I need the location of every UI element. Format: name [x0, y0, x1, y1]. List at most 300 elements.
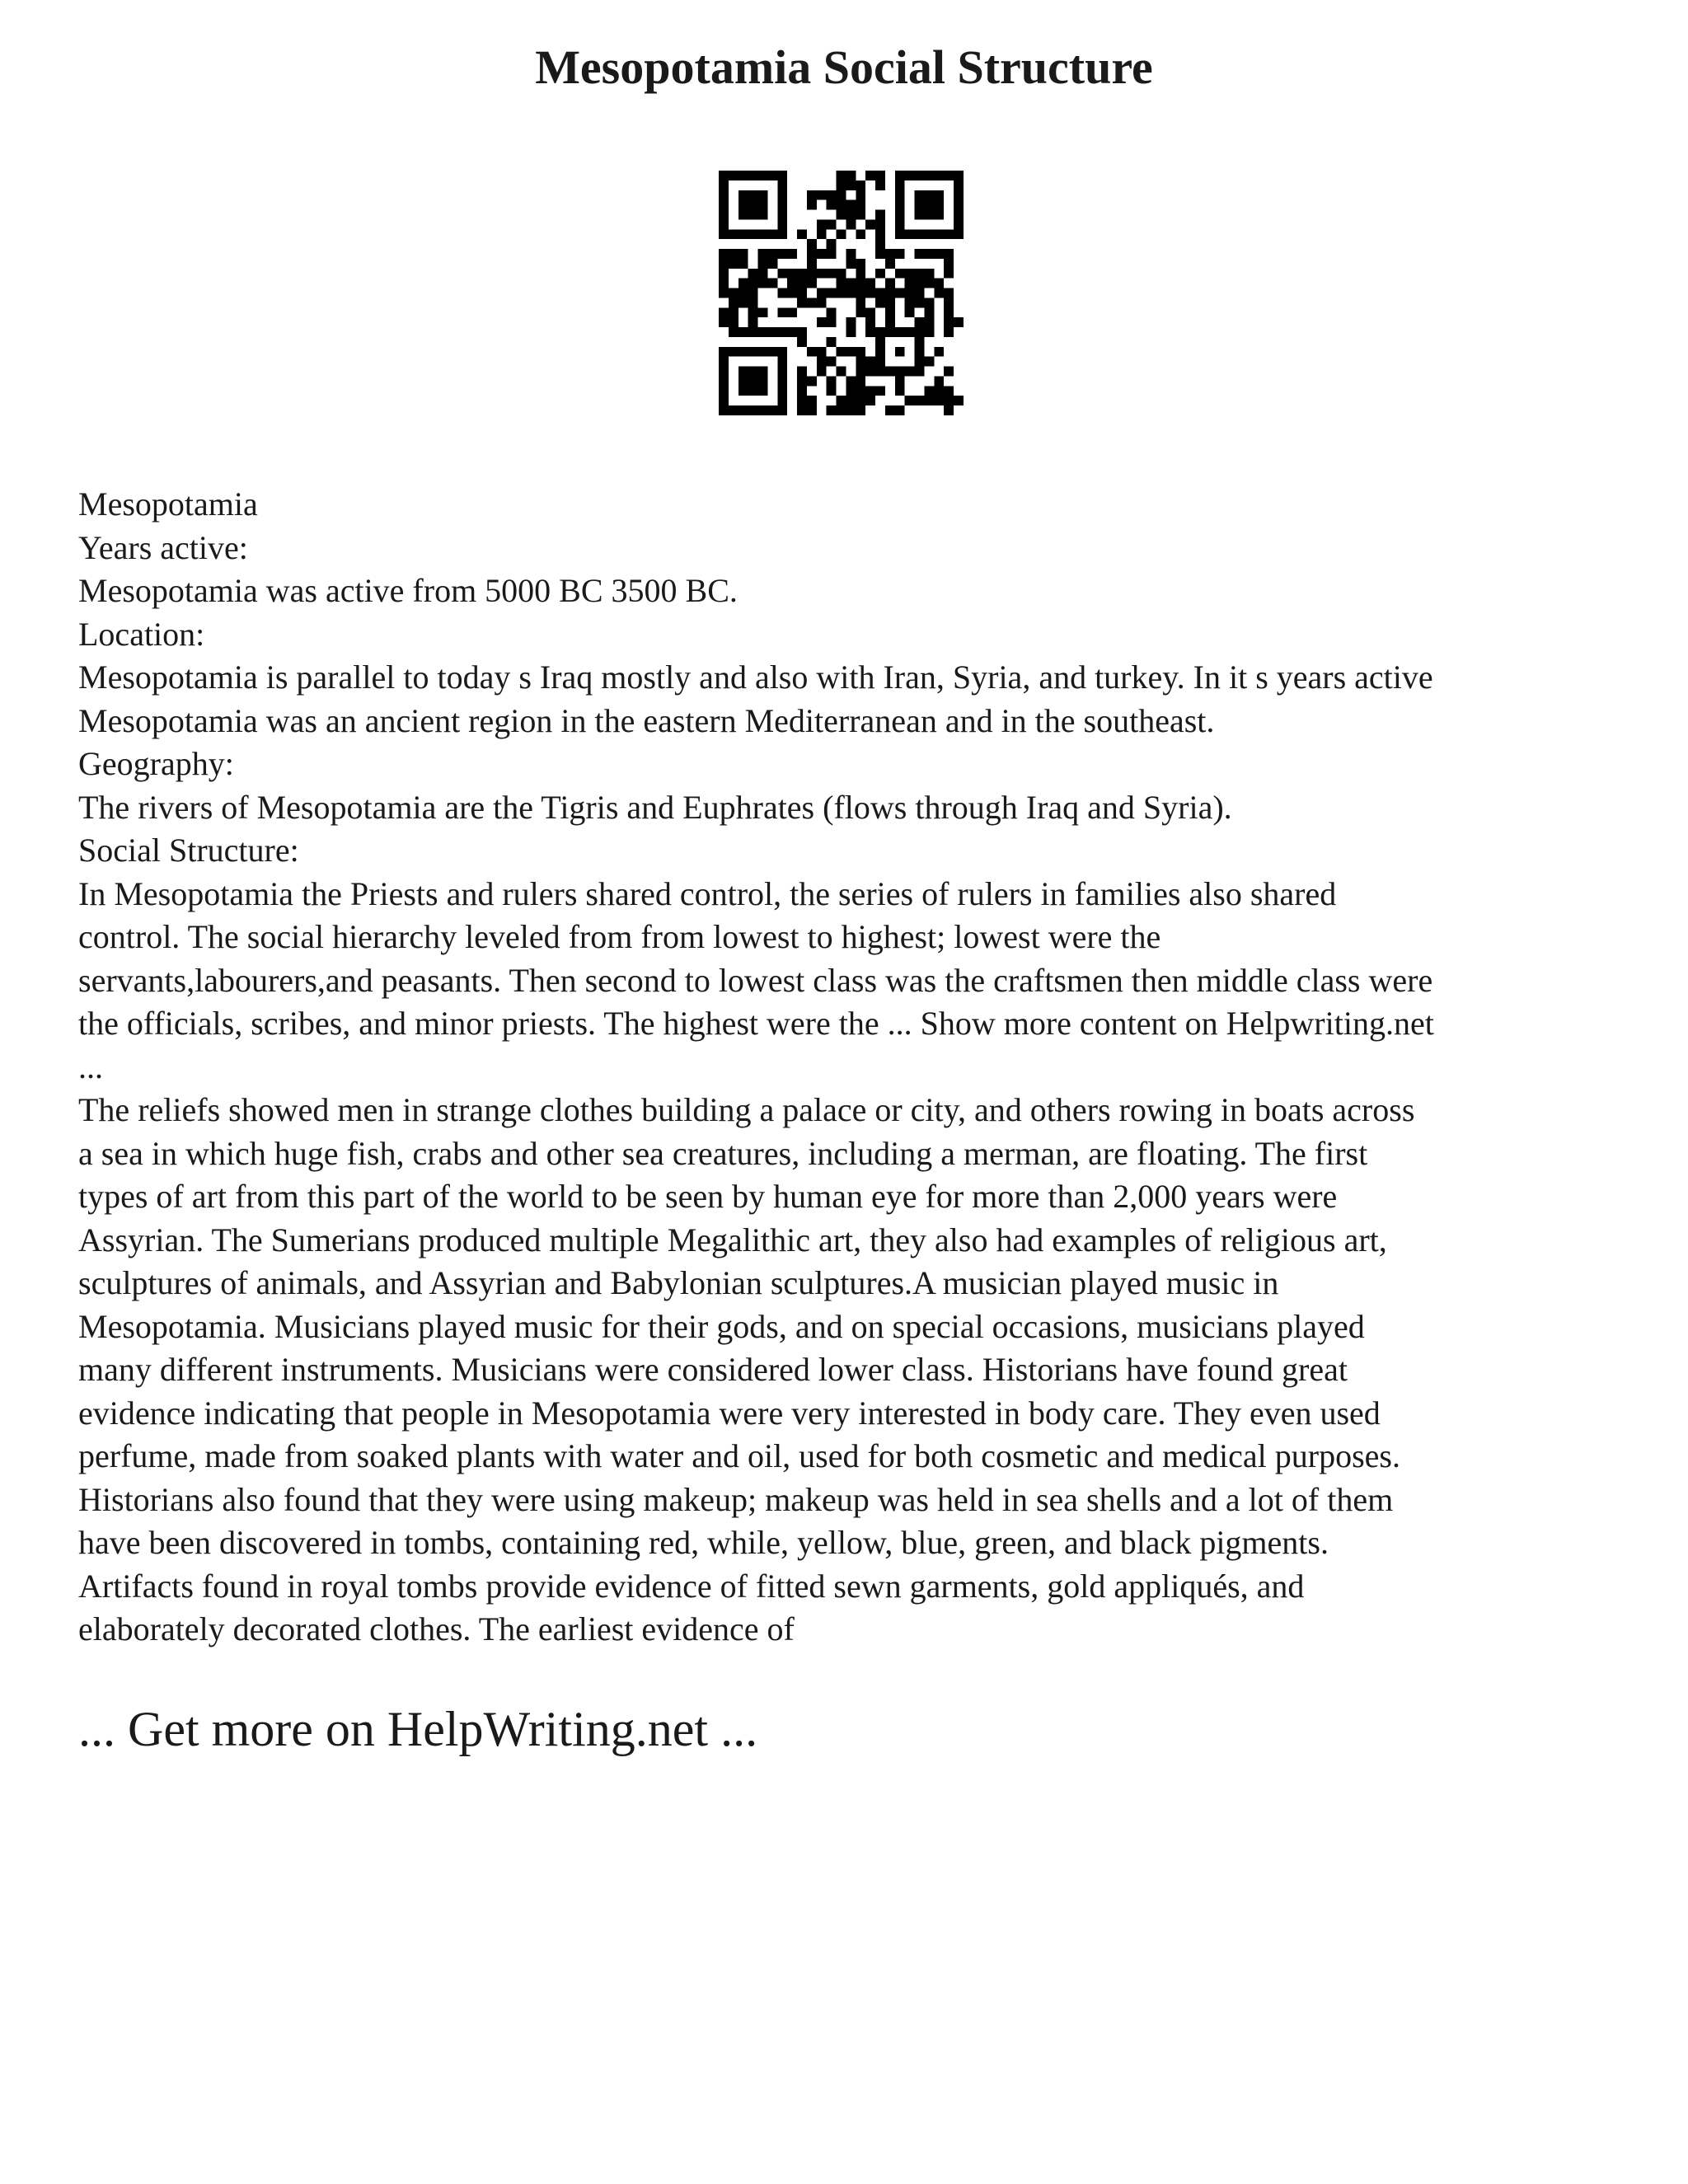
- qr-module: [748, 347, 758, 357]
- qr-module: [895, 327, 905, 337]
- qr-module: [934, 190, 944, 200]
- qr-module: [787, 269, 797, 279]
- qr-module: [924, 386, 934, 396]
- qr-module: [865, 357, 875, 367]
- qr-module: [729, 327, 738, 337]
- qr-module: [719, 386, 729, 396]
- text-line: Assyrian. The Sumerians produced multiple Megalithic art, they also had examples of religious art,: [78, 1221, 1387, 1258]
- qr-module: [797, 288, 807, 298]
- qr-module: [934, 386, 944, 396]
- qr-module: [944, 317, 954, 327]
- qr-module: [777, 357, 787, 367]
- qr-module: [924, 279, 934, 288]
- qr-module: [954, 396, 964, 405]
- qr-module: [865, 219, 875, 229]
- qr-module: [777, 180, 787, 190]
- qr-module: [719, 200, 729, 210]
- qr-module: [748, 367, 758, 377]
- qr-module: [837, 367, 846, 377]
- qr-module: [748, 279, 758, 288]
- qr-module: [875, 327, 885, 337]
- text-line: Location:: [78, 615, 205, 653]
- qr-module: [719, 376, 729, 386]
- qr-module: [719, 317, 729, 327]
- qr-module: [924, 210, 934, 220]
- qr-module: [856, 386, 865, 396]
- qr-module: [748, 200, 758, 210]
- qr-module: [915, 327, 925, 337]
- qr-module: [895, 269, 905, 279]
- qr-module: [846, 259, 856, 269]
- qr-module: [817, 219, 827, 229]
- qr-module: [856, 180, 865, 190]
- qr-module: [719, 180, 729, 190]
- qr-module: [885, 327, 895, 337]
- qr-module: [748, 307, 758, 317]
- qr-module: [846, 210, 856, 220]
- text-line: Historians also found that they were using makeup; makeup was held in sea shells and a lot of them: [78, 1480, 1394, 1518]
- qr-module: [729, 259, 738, 269]
- qr-module: [767, 171, 777, 180]
- qr-module: [817, 347, 827, 357]
- qr-module: [738, 298, 748, 307]
- qr-module: [807, 298, 817, 307]
- qr-module: [875, 386, 885, 396]
- qr-module: [777, 307, 787, 317]
- qr-module: [738, 171, 748, 180]
- qr-module: [827, 219, 837, 229]
- qr-module: [807, 190, 817, 200]
- qr-module: [875, 337, 885, 347]
- qr-module: [787, 307, 797, 317]
- qr-module: [807, 200, 817, 210]
- qr-module: [875, 210, 885, 220]
- qr-module: [865, 171, 875, 180]
- text-line: types of art from this part of the world to be seen by human eye for more than 2,000 years were: [78, 1178, 1338, 1215]
- qr-module: [807, 376, 817, 386]
- qr-module: [924, 298, 934, 307]
- qr-module: [758, 327, 768, 337]
- qr-module: [875, 239, 885, 249]
- qr-module: [758, 171, 768, 180]
- text-line: a sea in which huge fish, crabs and other sea creatures, including a merman, are floating. The first: [78, 1134, 1368, 1172]
- qr-module: [817, 317, 827, 327]
- qr-module: [944, 396, 954, 405]
- qr-module: [944, 269, 954, 279]
- qr-module: [915, 396, 925, 405]
- qr-module: [944, 249, 954, 259]
- qr-module: [827, 239, 837, 249]
- qr-module: [885, 307, 895, 317]
- qr-module: [738, 200, 748, 210]
- text-line: control. The social hierarchy leveled from from lowest to highest; lowest were the: [78, 918, 1161, 955]
- qr-module: [846, 386, 856, 396]
- qr-module: [758, 259, 768, 269]
- qr-module: [915, 171, 925, 180]
- qr-module: [797, 386, 807, 396]
- qr-module: [905, 327, 915, 337]
- qr-module: [729, 288, 738, 298]
- qr-module: [777, 210, 787, 220]
- qr-module: [719, 307, 729, 317]
- qr-module: [837, 210, 846, 220]
- qr-module: [895, 180, 905, 190]
- qr-module: [924, 269, 934, 279]
- qr-module: [729, 298, 738, 307]
- qr-module: [758, 269, 768, 279]
- qr-module: [846, 219, 856, 229]
- qr-module: [827, 307, 837, 317]
- qr-module: [767, 327, 777, 337]
- qr-module: [954, 171, 964, 180]
- text-line: Social Structure:: [78, 832, 299, 869]
- qr-module: [807, 239, 817, 249]
- qr-module: [944, 259, 954, 269]
- qr-module: [738, 347, 748, 357]
- qr-module: [875, 347, 885, 357]
- qr-module: [865, 317, 875, 327]
- qr-module: [758, 279, 768, 288]
- qr-module: [827, 190, 837, 200]
- qr-module: [777, 190, 787, 200]
- qr-module: [777, 229, 787, 239]
- qr-module: [837, 190, 846, 200]
- qr-module: [797, 376, 807, 386]
- qr-module: [875, 298, 885, 307]
- get-more-link[interactable]: ... Get more on HelpWriting.net ...: [78, 1702, 758, 1756]
- qr-module: [954, 190, 964, 200]
- qr-module: [875, 180, 885, 190]
- qr-module: [827, 376, 837, 386]
- qr-module: [875, 357, 885, 367]
- qr-module: [719, 367, 729, 377]
- qr-module: [944, 288, 954, 298]
- qr-module: [934, 249, 944, 259]
- qr-module: [777, 249, 787, 259]
- qr-module: [944, 405, 954, 415]
- qr-module: [924, 190, 934, 200]
- qr-module: [934, 279, 944, 288]
- qr-module: [924, 327, 934, 337]
- qr-module: [934, 376, 944, 386]
- qr-module: [875, 288, 885, 298]
- qr-module: [758, 347, 768, 357]
- qr-module: [777, 269, 787, 279]
- qr-module: [719, 396, 729, 405]
- qr-module: [748, 210, 758, 220]
- qr-module: [865, 396, 875, 405]
- qr-module: [905, 229, 915, 239]
- qr-module: [905, 171, 915, 180]
- qr-module: [837, 171, 846, 180]
- qr-module: [719, 279, 729, 288]
- qr-module: [895, 347, 905, 357]
- qr-module: [807, 259, 817, 269]
- qr-module: [837, 279, 846, 288]
- qr-module: [729, 405, 738, 415]
- qr-module: [807, 405, 817, 415]
- qr-module: [837, 269, 846, 279]
- qr-module: [837, 288, 846, 298]
- qr-module: [915, 229, 925, 239]
- text-line: elaborately decorated clothes. The earliest evidence of: [78, 1610, 795, 1647]
- qr-module: [748, 376, 758, 386]
- qr-module: [797, 229, 807, 239]
- qr-module: [748, 171, 758, 180]
- qr-module: [738, 279, 748, 288]
- qr-module: [837, 180, 846, 190]
- qr-module: [837, 200, 846, 210]
- text-line: Mesopotamia: [78, 485, 258, 523]
- qr-module: [719, 288, 729, 298]
- qr-module: [738, 405, 748, 415]
- qr-module: [885, 249, 895, 259]
- qr-module: [944, 298, 954, 307]
- qr-module: [915, 317, 925, 327]
- qr-module: [767, 249, 777, 259]
- qr-module: [865, 367, 875, 377]
- qr-module: [924, 396, 934, 405]
- qr-module: [875, 171, 885, 180]
- qr-module: [856, 405, 865, 415]
- qr-module: [817, 249, 827, 259]
- qr-module: [875, 367, 885, 377]
- qr-module: [915, 279, 925, 288]
- qr-module: [924, 317, 934, 327]
- qr-module: [846, 396, 856, 405]
- text-line: Geography:: [78, 745, 234, 782]
- qr-module: [856, 200, 865, 210]
- qr-module: [846, 405, 856, 415]
- qr-module: [777, 200, 787, 210]
- qr-module: [924, 357, 934, 367]
- qr-module: [895, 367, 905, 377]
- qr-module: [856, 307, 865, 317]
- qr-module: [846, 200, 856, 210]
- text-line: Mesopotamia. Musicians played music for their gods, and on special occasions, musicians played: [78, 1307, 1365, 1345]
- article-body: [78, 483, 1628, 1652]
- qr-module: [915, 367, 925, 377]
- qr-module: [915, 357, 925, 367]
- qr-module: [758, 249, 768, 259]
- qr-module: [856, 279, 865, 288]
- qr-module: [797, 269, 807, 279]
- qr-module: [729, 171, 738, 180]
- qr-module: [827, 337, 837, 347]
- qr-module: [738, 259, 748, 269]
- qr-module: [846, 327, 856, 337]
- qr-module: [856, 298, 865, 307]
- qr-module: [758, 210, 768, 220]
- qr-module: [777, 327, 787, 337]
- qr-module: [777, 171, 787, 180]
- text-line: Artifacts found in royal tombs provide evidence of fitted sewn garments, gold appliqués, and: [78, 1567, 1305, 1605]
- qr-module: [807, 396, 817, 405]
- qr-module: [758, 405, 768, 415]
- qr-module: [797, 327, 807, 337]
- qr-module: [827, 269, 837, 279]
- qr-module: [719, 347, 729, 357]
- qr-module: [846, 376, 856, 386]
- qr-module: [895, 405, 905, 415]
- qr-module: [905, 396, 915, 405]
- qr-module: [777, 376, 787, 386]
- qr-module: [738, 376, 748, 386]
- qr-module: [758, 190, 768, 200]
- qr-module: [719, 171, 729, 180]
- qr-module: [934, 229, 944, 239]
- qr-module: [758, 386, 768, 396]
- qr-module: [924, 200, 934, 210]
- qr-module: [856, 347, 865, 357]
- qr-module: [807, 347, 817, 357]
- qr-module: [758, 367, 768, 377]
- qr-module: [817, 288, 827, 298]
- qr-module: [797, 367, 807, 377]
- qr-module: [944, 229, 954, 239]
- qr-module: [944, 171, 954, 180]
- qr-module: [738, 190, 748, 200]
- qr-module: [719, 210, 729, 220]
- qr-module: [846, 279, 856, 288]
- qr-module: [767, 229, 777, 239]
- qr-module: [807, 279, 817, 288]
- qr-module: [827, 405, 837, 415]
- qr-module: [738, 367, 748, 377]
- qr-module: [856, 396, 865, 405]
- qr-module: [885, 288, 895, 298]
- qr-module: [777, 219, 787, 229]
- qr-module: [895, 386, 905, 396]
- qr-module: [954, 210, 964, 220]
- qr-module: [954, 180, 964, 190]
- qr-module: [787, 279, 797, 288]
- qr-module: [885, 317, 895, 327]
- qr-module: [934, 347, 944, 357]
- qr-module: [767, 347, 777, 357]
- qr-module: [758, 307, 768, 317]
- text-line: perfume, made from soaked plants with water and oil, used for both cosmetic and medical purposes.: [78, 1437, 1400, 1474]
- qr-module: [944, 327, 954, 337]
- qr-module: [856, 376, 865, 386]
- qr-module: [758, 376, 768, 386]
- qr-module: [738, 288, 748, 298]
- qr-module: [846, 249, 856, 259]
- qr-module: [797, 405, 807, 415]
- qr-module: [846, 171, 856, 180]
- qr-module: [719, 259, 729, 269]
- qr-module: [719, 229, 729, 239]
- text-line: Mesopotamia is parallel to today s Iraq mostly and also with Iran, Syria, and turkey. In it s years active: [78, 658, 1433, 696]
- qr-module: [748, 317, 758, 327]
- qr-module: [915, 249, 925, 259]
- qr-module: [905, 367, 915, 377]
- qr-module: [865, 288, 875, 298]
- qr-module: [767, 279, 777, 288]
- qr-module: [905, 298, 915, 307]
- qr-module: [797, 279, 807, 288]
- qr-module: [777, 405, 787, 415]
- qr-module: [875, 249, 885, 259]
- qr-module: [797, 298, 807, 307]
- qr-module: [719, 219, 729, 229]
- qr-module: [924, 249, 934, 259]
- qr-module: [885, 405, 895, 415]
- qr-module: [719, 190, 729, 200]
- qr-module: [748, 405, 758, 415]
- qr-module: [885, 298, 895, 307]
- text-line: The reliefs showed men in strange clothes building a palace or city, and others rowing in boats across: [78, 1091, 1415, 1128]
- qr-module: [885, 367, 895, 377]
- text-line: In Mesopotamia the Priests and rulers shared control, the series of rulers in families also shared: [78, 874, 1337, 912]
- qr-module: [827, 200, 837, 210]
- qr-module: [865, 327, 875, 337]
- qr-module: [846, 180, 856, 190]
- qr-module: [954, 200, 964, 210]
- qr-module: [895, 190, 905, 200]
- qr-module: [865, 279, 875, 288]
- qr-module: [944, 386, 954, 396]
- qr-module: [846, 347, 856, 357]
- qr-module: [807, 249, 817, 259]
- qr-module: [827, 386, 837, 396]
- qr-module: [817, 190, 827, 200]
- qr-module: [905, 269, 915, 279]
- qr-module: [787, 288, 797, 298]
- qr-module: [895, 210, 905, 220]
- qr-module: [777, 386, 787, 396]
- qr-module: [895, 171, 905, 180]
- qr-module: [817, 298, 827, 307]
- text-line: The rivers of Mesopotamia are the Tigris and Euphrates (flows through Iraq and Syria).: [78, 788, 1232, 826]
- qr-module: [905, 288, 915, 298]
- qr-module: [797, 396, 807, 405]
- qr-module: [905, 307, 915, 317]
- qr-module: [856, 190, 865, 200]
- qr-module: [934, 210, 944, 220]
- qr-module: [875, 269, 885, 279]
- qr-module: [729, 347, 738, 357]
- qr-module: [915, 210, 925, 220]
- qr-module: [905, 279, 915, 288]
- qr-module: [915, 298, 925, 307]
- qr-module: [954, 219, 964, 229]
- qr-module: [729, 317, 738, 327]
- qr-module: [924, 307, 934, 317]
- qr-module: [827, 249, 837, 259]
- qr-module: [856, 259, 865, 269]
- qr-module: [837, 347, 846, 357]
- qr-module: [924, 171, 934, 180]
- qr-module: [748, 327, 758, 337]
- qr-module: [895, 229, 905, 239]
- text-line: sculptures of animals, and Assyrian and Babylonian sculptures.A musician played music in: [78, 1264, 1279, 1301]
- qr-module: [748, 386, 758, 396]
- qr-module: [729, 229, 738, 239]
- qr-module: [856, 367, 865, 377]
- qr-module: [748, 190, 758, 200]
- qr-module: [856, 229, 865, 239]
- qr-module: [895, 376, 905, 386]
- qr-module: [865, 307, 875, 317]
- qr-module: [748, 298, 758, 307]
- qr-module: [738, 386, 748, 396]
- qr-module: [817, 269, 827, 279]
- qr-module: [954, 229, 964, 239]
- qr-module: [719, 269, 729, 279]
- text-line: Mesopotamia was active from 5000 BC 3500 BC.: [78, 572, 738, 609]
- qr-module: [885, 279, 895, 288]
